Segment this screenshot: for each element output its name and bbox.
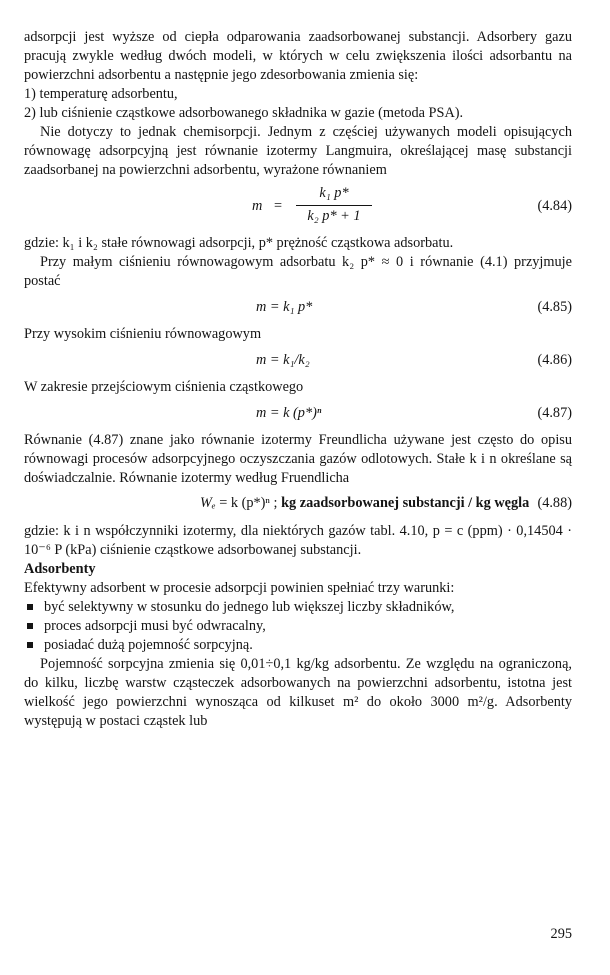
paragraph-intro: adsorpcji jest wyższe od ciepła odparowania zaadsorbowanej substancji. Adsorbery gazu pracują zwykle według dwóch modeli, w których w celu zwiększenia ilości adsorbantu na powierzchni adsorbentu a następnie jego zdesorbowania zmienia się: xyxy=(24,29,572,83)
equation-4-85 xyxy=(24,297,572,319)
section-heading: Adsorbenty xyxy=(24,561,96,577)
conditions-list xyxy=(24,598,572,655)
equation-4-87 xyxy=(24,403,572,425)
document-page xyxy=(24,28,572,731)
paragraph-where-constants: gdzie: k₁ i k₂ stałe równowagi adsorpcji, p* prężność cząstkowa adsorbatu. xyxy=(24,235,454,251)
list-item-temperature: 1) temperaturę adsorbentu, xyxy=(24,86,178,102)
page-number: 295 xyxy=(550,926,572,942)
list-item: proces adsorpcji musi być odwracalny, xyxy=(24,617,572,636)
paragraph-langmuir: Nie dotyczy to jednak chemisorpcji. Jednym z częściej używanych modeli opisujących równowagę adsorpcyjną jest równanie izotermy Langmuira, określającej masę substancji zaadsorbanej na powierzchni adsorbentu, wyrażone równaniem xyxy=(24,124,572,178)
equation-number: (4.84) xyxy=(537,198,572,214)
list-item: posiadać dużą pojemność sorpcyjną. xyxy=(24,636,572,655)
paragraph-freundlich: Równanie (4.87) znane jako równanie izotermy Freundlicha używane jest często do opisu równowagi procesów adsorpcyjnego oczyszczania gazów odlotowych. Stałe k i n określane są doświadczalnie. Równanie izotermy według Fruendlicha xyxy=(24,432,572,486)
equation-lhs: Wₑ xyxy=(200,495,216,511)
paragraph-capacity: Pojemność sorpcyjna zmienia się 0,01÷0,1 kg/kg adsorbentu. Ze względu na ograniczoną, do kilku, liczbę warstw cząsteczek adsorbowanych na powierzchni adsorbentu, istotna jest wielkość jego powierzchni wynosząca od kilkuset m² do około 3000 m²/g. Adsorbenty występują w postaci cząstek lub xyxy=(24,656,572,729)
fraction-bar xyxy=(296,205,372,206)
equation-number: (4.85) xyxy=(537,299,572,315)
equation-4-84 xyxy=(24,184,572,228)
equation-4-88 xyxy=(24,492,572,516)
list-item: być selektywny w stosunku do jednego lub większej liczby składników, xyxy=(24,598,572,617)
equation-formula: m = k (p*)ⁿ xyxy=(256,405,322,421)
equation-4-86 xyxy=(24,350,572,372)
fraction-numerator: k₁ p* xyxy=(319,185,349,201)
equation-number: (4.86) xyxy=(537,352,572,368)
paragraph-high-pressure: Przy wysokim ciśnieniu równowagowym xyxy=(24,326,262,342)
equation-formula: m = k₁ p* xyxy=(256,299,313,315)
equals-sign: = xyxy=(274,198,283,214)
equation-number: (4.87) xyxy=(537,405,572,421)
fraction-denominator: k₂ p* + 1 xyxy=(307,208,361,224)
equation-formula xyxy=(200,494,529,513)
equation-formula: m = k₁/k₂ xyxy=(256,352,310,368)
equation-rhs: = k (p*)ⁿ ; xyxy=(219,495,278,511)
list-item-pressure: 2) lub ciśnienie cząstkowe adsorbowanego składnika w gazie (metoda PSA). xyxy=(24,105,464,121)
equation-unit: kg zaadsorbowanej substancji / kg węgla xyxy=(281,495,530,511)
paragraph-low-pressure: Przy małym ciśnieniu równowagowym adsorbatu k₂ p* ≈ 0 i równanie (4.1) przyjmuje postać xyxy=(24,254,572,289)
paragraph-transition: W zakresie przejściowym ciśnienia cząstkowego xyxy=(24,379,304,395)
paragraph-where-coefficients: gdzie: k i n współczynniki izotermy, dla niektórych gazów tabl. 4.10, p = c (ppm) · 0,14504 · 10⁻⁶ P (kPa) ciśnienie cząstkowe adsorbowanej substancji. xyxy=(24,523,572,558)
equation-number: (4.88) xyxy=(537,495,572,511)
equation-lhs: m xyxy=(252,198,263,214)
paragraph-conditions: Efektywny adsorbent w procesie adsorpcji powinien spełniać trzy warunki: xyxy=(24,580,455,596)
